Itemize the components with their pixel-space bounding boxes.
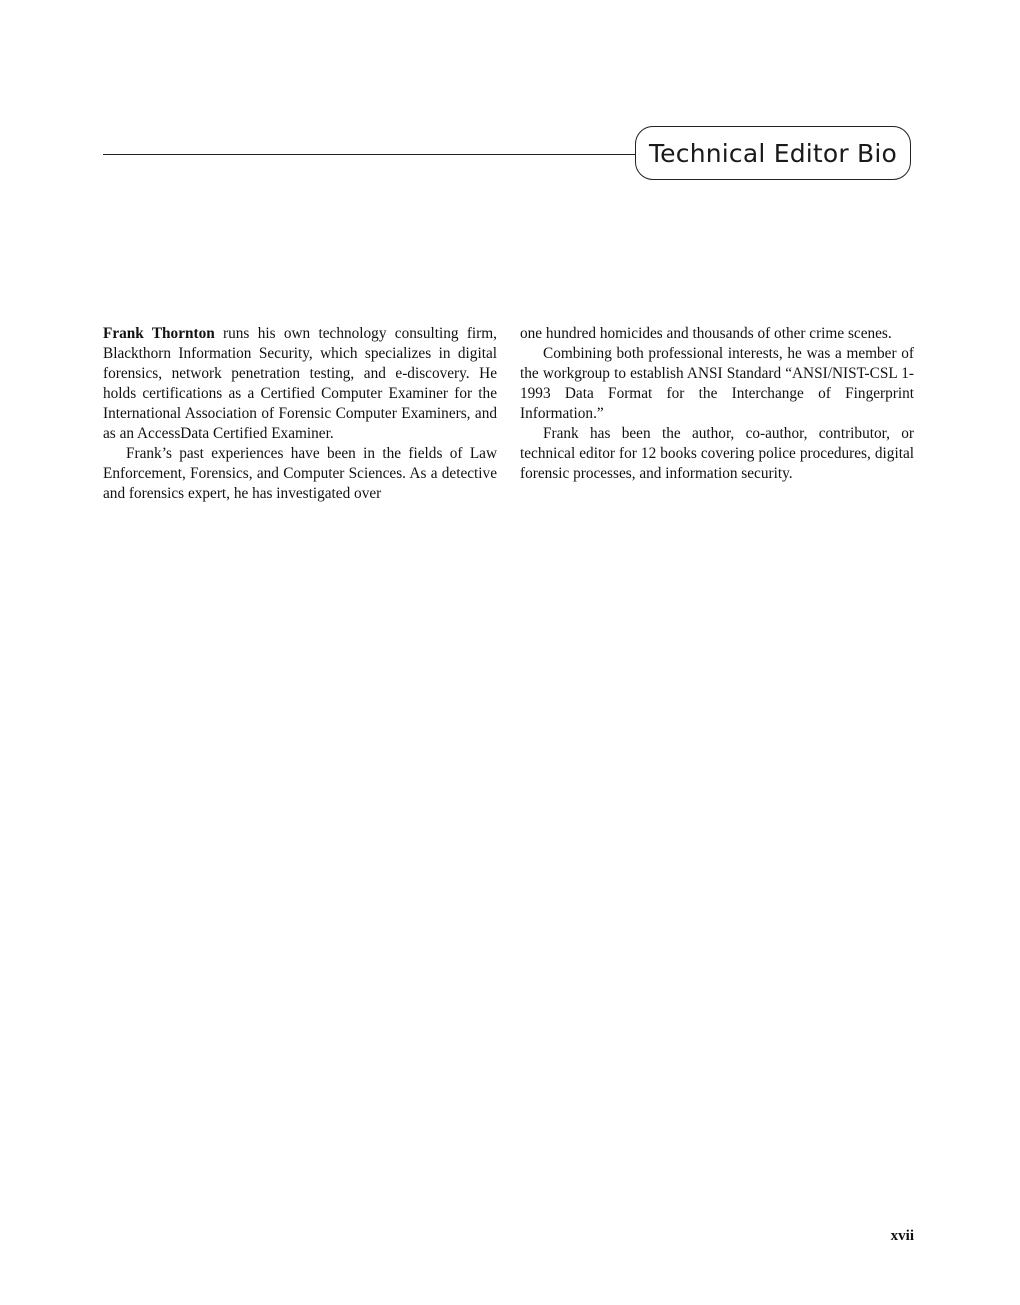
bio-paragraph-2: Frank’s past experiences have been in the fields of Law Enforcement, Forensics, and Computer Sciences. As a detective and forensics expert, he has investigated over (103, 445, 497, 502)
bio-paragraph-2-continued: one hundred homicides and thousands of other crime scenes. (520, 325, 892, 342)
page-title: Technical Editor Bio (648, 138, 898, 168)
bio-paragraph-1 (103, 324, 497, 444)
bio-columns (103, 324, 914, 504)
right-column (520, 324, 914, 504)
bio-paragraph-4: Frank has been the author, co-author, contributor, or technical editor for 12 books covering police procedures, digital forensic processes, and information security. (520, 425, 914, 482)
title-box (635, 126, 911, 180)
header-rule (103, 154, 637, 155)
editor-name: Frank Thornton (103, 325, 215, 342)
left-column (103, 324, 497, 504)
bio-paragraph-3: Combining both professional interests, he was a member of the workgroup to establish ANSI Standard “ANSI/​NIST-CSL 1-1993 Data Format for the Interchange of Fingerprint Information.” (520, 345, 914, 422)
bio-paragraph-1-text: runs his own technology consulting firm, Blackthorn Information Security, which specializes in digital forensics, network penetration testing, and e-discovery. He holds certifications as a Certified Computer Examiner for the International Association of Forensic Computer Examiners, and as an AccessData Certified Examiner. (103, 325, 497, 442)
page-number: xvii (890, 1228, 914, 1244)
